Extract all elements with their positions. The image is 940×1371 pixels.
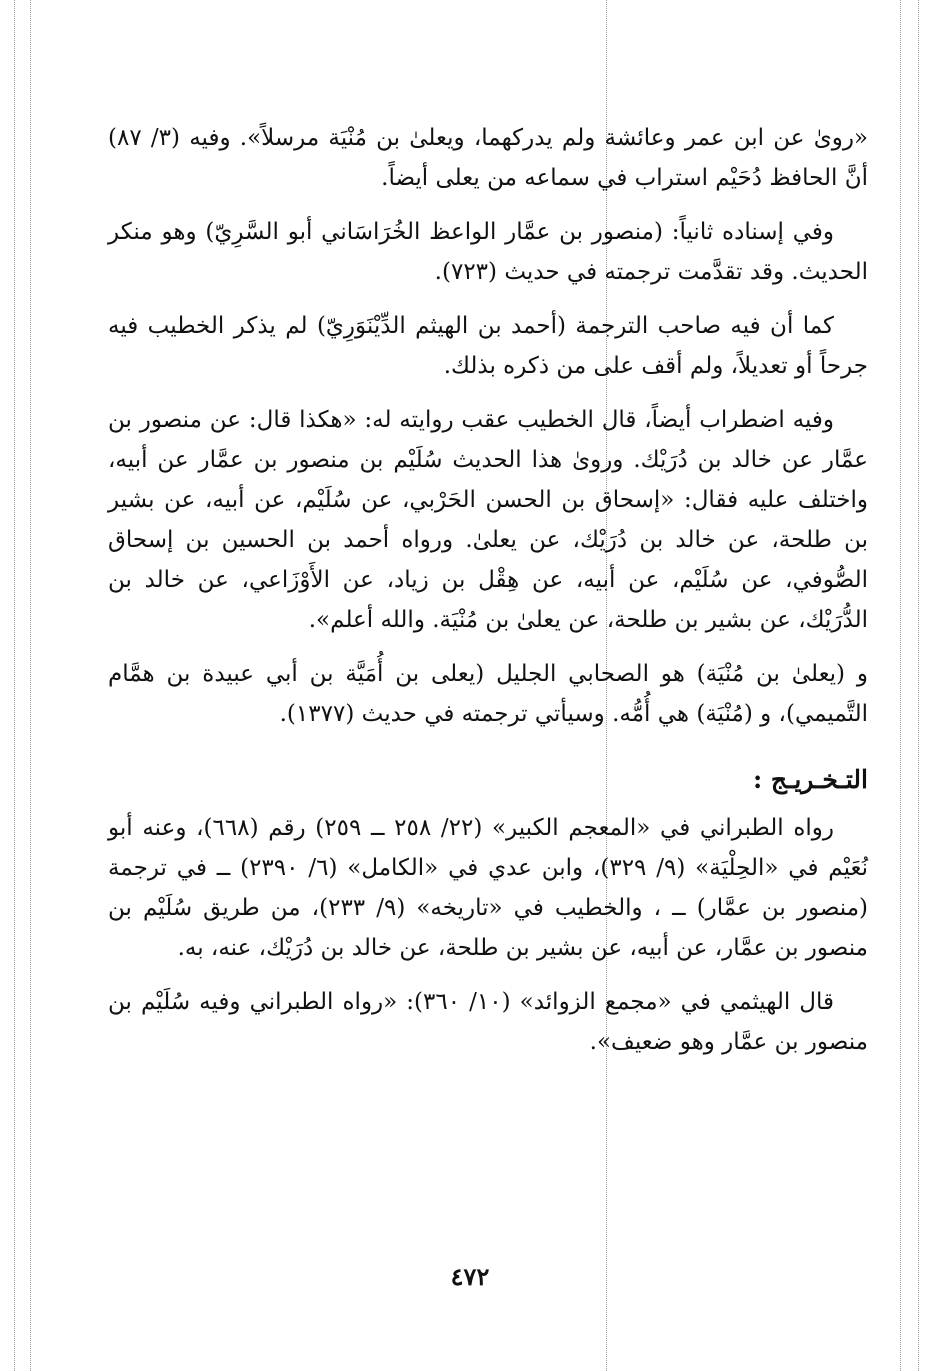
paragraph-companion-note: و (يعلىٰ بن مُنْيَة) هو الصحابي الجليل (يعلى بن أُمَيَّة بن أبي عبيدة بن همَّام التَّميمي)، و (مُنْيَة) هي أُمُّه. وسيأتي ترجمته في حديث (١٣٧٧). [108, 661, 868, 727]
paragraph-idtirab: وفيه اضطراب أيضاً، قال الخطيب عقب روايته له: «هكذا قال: عن منصور بن عمَّار عن خالد بن دُرَيْك. وروىٰ هذا الحديث سُلَيْم بن منصور بن عمَّار عن أبيه، واختلف عليه فقال: «إسحاق بن الحسن الحَرْبي، عن سُلَيْم، عن أبيه، عن بشير بن طلحة، عن خالد بن دُرَيْك، عن يعلىٰ. ورواه أحمد بن الحسين بن إسحاق الصُّوفي، عن سُلَيْم، عن أبيه، عن هِقْل بن زياد، عن الأَوْزَاعي، عن خالد بن الدُّرَيْك، عن بشير بن طلحة، عن يعلىٰ بن مُنْيَة. والله أعلم». [108, 407, 868, 633]
paragraph-narration: «رویٰ عن ابن عمر وعائشة ولم يدركهما، ويعلىٰ بن مُنْيَة مرسلاً». وفيه (٣/ ٨٧) أنَّ الحافظ دُحَيْم استراب في سماعه من يعلى أيضاً. [108, 125, 869, 191]
scan-margin-line-right-1 [900, 0, 901, 1371]
scan-margin-line-right-2 [918, 0, 919, 1371]
page-body [108, 118, 868, 1076]
paragraph-subject-narrator: كما أن فيه صاحب الترجمة (أحمد بن الهيثم الدِّيْنَوَرِيّ) لم يذكر الخطيب فيه جرحاً أو تعديلاً، ولم أقف على من ذكره بذلك. [108, 313, 868, 379]
paragraph-takhrij-sources: رواه الطبراني في «المعجم الكبير» (٢٢/ ٢٥٨ ــ ٢٥٩) رقم (٦٦٨)، وعنه أبو نُعَيْم في «الحِلْيَة» (٩/ ٣٢٩)، وابن عدي في «الكامل» (٦/ ٢٣٩٠) ــ في ترجمة (منصور بن عمَّار) ــ ، والخطيب في «تاريخه» (٩/ ٢٣٣)، من طريق سُلَيْم بن منصور بن عمَّار، عن أبيه، عن بشير بن طلحة، عن خالد بن دُرَيْك، عنه، به. [108, 815, 869, 961]
takhrij-heading: التـخـريـج : [752, 765, 868, 794]
paragraph-isnad-second: وفي إسناده ثانياً: (منصور بن عمَّار الواعظ الخُرَاسَاني أبو السَّرِيّ) وهو منكر الحديث. وقد تقدَّمت ترجمته في حديث (٧٢٣). [108, 219, 868, 285]
scan-margin-line-left-2 [30, 0, 31, 1371]
scan-margin-line-left-1 [14, 0, 15, 1371]
paragraph-haythami-ruling: قال الهيثمي في «مجمع الزوائد» (١٠/ ٣٦٠): «رواه الطبراني وفيه سُلَيْم بن منصور بن عمَّار وهو ضعيف». [108, 989, 868, 1055]
page-number: ٤٧٢ [450, 1262, 490, 1291]
